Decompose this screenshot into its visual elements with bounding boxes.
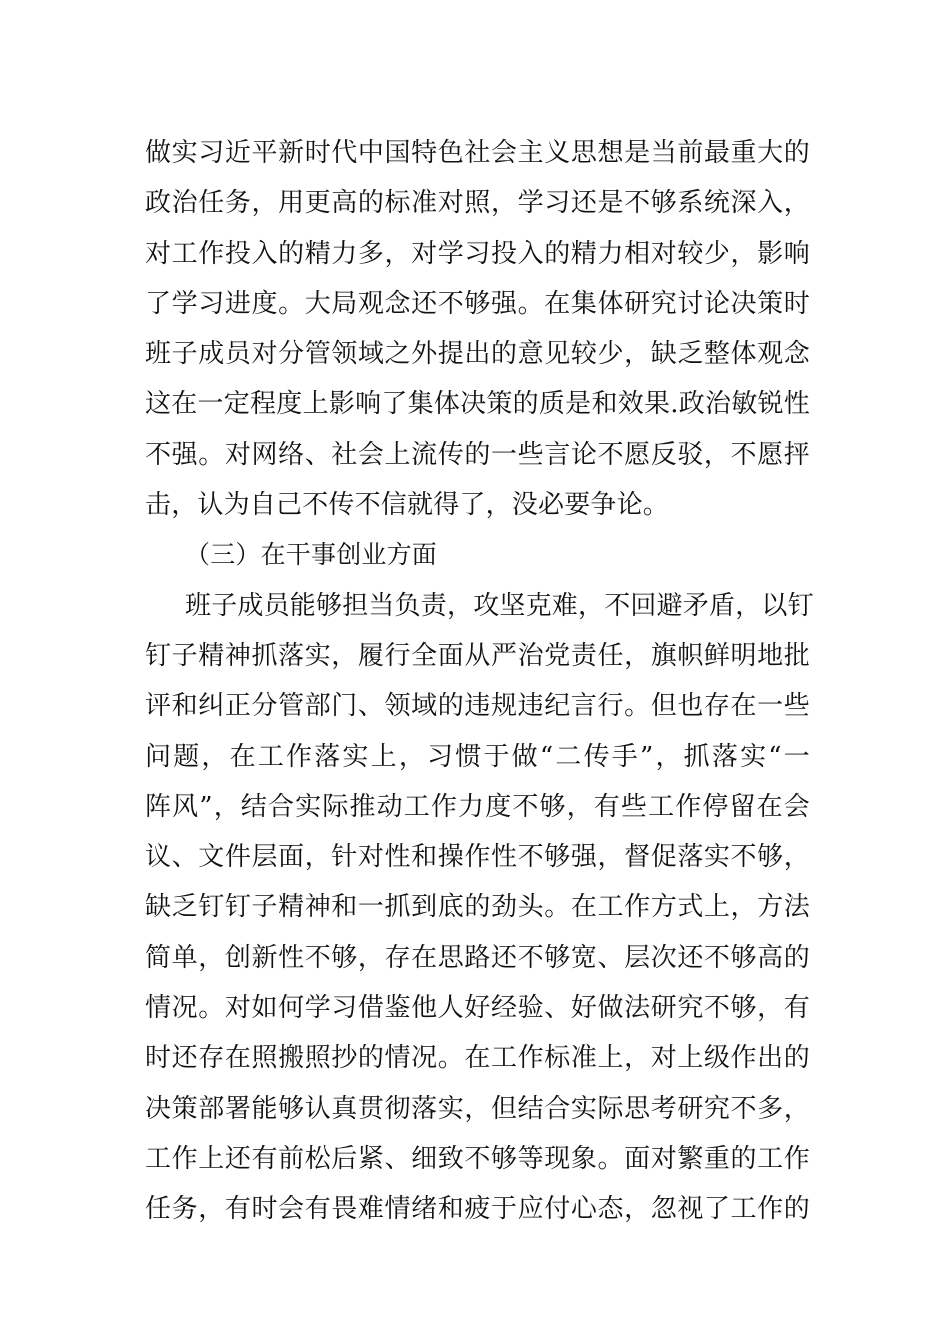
text-line: 了学习进度。大局观念还不够强。在集体研究讨论决策时 — [145, 288, 810, 319]
text-line: 情况。对如何学习借鉴他人好经验、好做法研究不够，有 — [145, 993, 810, 1024]
text-line: 做实习近平新时代中国特色社会主义思想是当前最重大的 — [145, 138, 810, 168]
text-line: 政治任务，用更高的标准对照，学习还是不够系统深入， — [145, 188, 810, 219]
text-line: 工作上还有前松后紧、细致不够等现象。面对繁重的工作 — [145, 1143, 810, 1174]
body-text — [145, 128, 814, 1235]
text-line: 问题，在工作落实上，习惯于做“二传手”，抓落实“一 — [145, 741, 810, 772]
text-line: 不强。对网络、社会上流传的一些言论不愿反驳，不愿抨 — [145, 439, 810, 470]
text-line: 对工作投入的精力多，对学习投入的精力相对较少，影响 — [145, 238, 810, 269]
text-line: 议、文件层面，针对性和操作性不够强，督促落实不够， — [145, 842, 810, 873]
text-line: 简单，创新性不够，存在思路还不够宽、层次还不够高的 — [145, 942, 810, 973]
section-heading: （三）在干事创业方面 — [185, 540, 438, 570]
text-line: 钉子精神抓落实，履行全面从严治党责任，旗帜鲜明地批 — [145, 640, 810, 671]
text-line: 击，认为自己不传不信就得了，没必要争论。 — [145, 490, 670, 521]
text-line: 班子成员对分管领域之外提出的意见较少，缺乏整体观念 — [145, 339, 810, 370]
text-line: 任务，有时会有畏难情绪和疲于应付心态，忽视了工作的 — [145, 1194, 810, 1225]
text-line: 阵风”，结合实际推动工作力度不够，有些工作停留在会 — [145, 791, 810, 822]
text-line: 决策部署能够认真贯彻落实，但结合实际思考研究不多， — [145, 1093, 810, 1124]
text-line: 班子成员能够担当负责，攻坚克难，不回避矛盾，以钉 — [185, 590, 814, 621]
text-line: 评和纠正分管部门、领域的违规违纪言行。但也存在一些 — [145, 691, 810, 722]
text-line: 这在一定程度上影响了集体决策的质是和效果.政治敏锐性 — [145, 389, 810, 420]
text-line: 缺乏钉钉子精神和一抓到底的劲头。在工作方式上，方法 — [145, 892, 810, 923]
text-line: 时还存在照搬照抄的情况。在工作标准上，对上级作出的 — [145, 1043, 810, 1074]
